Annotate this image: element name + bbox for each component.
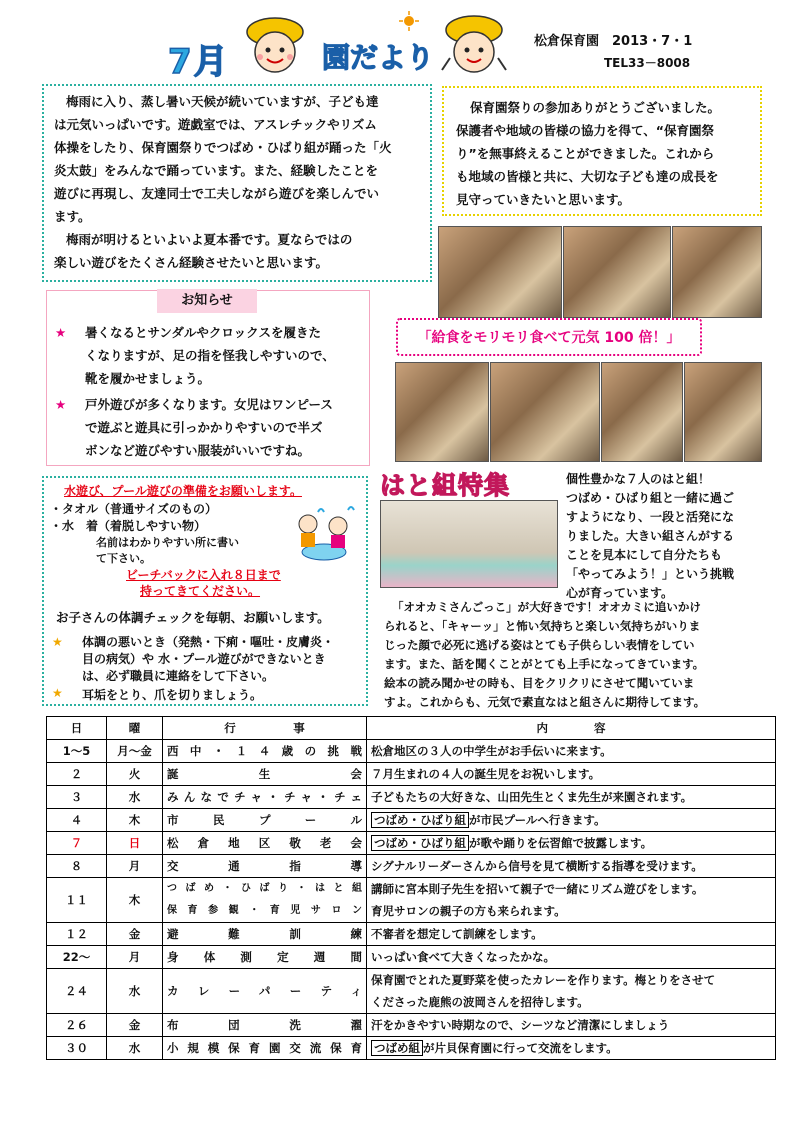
lunch-photo-4 bbox=[395, 362, 489, 462]
pool-heading: 水遊び、プール遊びの準備をお願いします。 bbox=[64, 484, 302, 498]
kids-water-play-icon bbox=[288, 502, 360, 568]
table-row: ２４ 水 カレーパーティ 保育園でとれた夏野菜を使ったカレーを作ります。梅とりをさせて くださった鹿熊の波岡さんを招待します。 bbox=[47, 969, 776, 1014]
table-row: １１ 木 つばめ・ひばり・はと組 保育参観・育児サロン 講師に宮本則子先生を招いて親子で一緒にリズム遊びをします。 育児サロンの親子の方も来られます。 bbox=[47, 878, 776, 923]
table-row: ３０ 水 小規模保育園交流保育 つばめ組 が片貝保育園に行って交流をします。 bbox=[47, 1037, 776, 1060]
schedule-table bbox=[46, 716, 776, 1060]
sun-icon bbox=[398, 10, 420, 36]
lunch-photo-6 bbox=[601, 362, 683, 462]
boy-mascot-icon bbox=[240, 14, 310, 80]
lunch-photo-3 bbox=[672, 226, 762, 318]
pool-red-1: ビーチバックに入れ８日まで bbox=[126, 568, 281, 582]
pool-note-2: て下さい。 bbox=[96, 552, 151, 565]
pool-red-2: 持ってきてください。 bbox=[140, 584, 261, 598]
table-row: ７ 日 松倉地区敬老会 つばめ・ひばり組 が歌や踊りを伝習館で披露します。 bbox=[47, 832, 776, 855]
pool-box bbox=[42, 476, 368, 706]
hato-title: はと組特集 bbox=[380, 471, 511, 500]
pool-note-1: 名前はわかりやすい所に書い bbox=[96, 536, 239, 549]
intro-paragraph-1: 梅雨に入り、蒸し暑い天候が続いていますが、子ども達 は元気いっぱいです。遊戯室では、アスレチックやリズム 体操をしたり、保育園祭りでつばめ・ひばり組が踊った「火 炎太鼓」をみんなで踊っています。また、経験したことを 遊びに再現し、友達同士で工夫しながら遊びを楽しんでい ます。 bbox=[54, 94, 392, 224]
intro-box bbox=[42, 84, 432, 282]
header-desc: 内 容 bbox=[367, 717, 776, 740]
table-row: ８ 月 交通指導 シグナルリーダーさんから信号を見て横断する指導を受けます。 bbox=[47, 855, 776, 878]
newsletter-title: 園だより bbox=[322, 41, 435, 74]
health-item-1: ★ 体調の悪いとき（発熱・下痢・嘔吐・皮膚炎・ 目の病気）や 水・プール遊びができないとき は、必ず職員に連絡をして下さい。 bbox=[52, 635, 335, 683]
hato-side-text: 個性豊かな７人のはと組！ つばめ・ひばり組と一緒に過ご すようになり、一段と活発にな りました。大きい組さんがする ことを見本にして自分たちも 「やってみよう！」という挑戦 心が育っています。 bbox=[566, 472, 735, 600]
table-row: １２ 金 避難訓練 不審者を想定して訓練をします。 bbox=[47, 923, 776, 946]
header bbox=[0, 0, 794, 80]
table-header-row bbox=[47, 717, 776, 740]
hato-group-photo bbox=[380, 500, 558, 588]
health-heading: お子さんの体調チェックを毎朝、お願いします。 bbox=[56, 610, 330, 625]
telephone: TEL33－8008 bbox=[604, 56, 691, 70]
notice-item-2: ★ 戸外遊びが多くなります。女児はワンピース で遊ぶと遊具に引っかかりやすいので半ズ ボンなど遊びやすい服装がいいですね。 bbox=[55, 397, 333, 458]
thanks-box bbox=[442, 86, 762, 216]
hato-body-text: 「オオカミさんごっこ」が大好きです！オオカミに追いかけ られると、「キャーッ」と怖い気持ちと楽しい気持ちがいりま じった顔で必死に逃げる姿はとても子供らしい表情をしてい ます。また、話を聞くことがとても上手になってきています。 絵本の読み聞かせの時も、目をクリクリにさせて聞いていま すよ。これからも、元気で素直なはと組さんに期待してます。 bbox=[384, 600, 706, 709]
lunch-photo-2 bbox=[563, 226, 671, 318]
table-row: ３ 水 みんなでチャ・チャ・チェ 子どもたちの大好きな、山田先生とくま先生が来園されます。 bbox=[47, 786, 776, 809]
pool-item-towel: ・タオル（普通サイズのもの） bbox=[50, 502, 218, 516]
header-event: 行 事 bbox=[163, 717, 367, 740]
table-row: ２ 火 誕生会 ７月生まれの４人の誕生児をお祝いします。 bbox=[47, 763, 776, 786]
health-item-2: ★ 耳垢をとり、爪を切りましょう。 bbox=[52, 686, 263, 702]
month-title: 7月 bbox=[168, 42, 230, 82]
lunch-photo-5 bbox=[490, 362, 600, 462]
table-row: ４ 木 市民プール つばめ・ひばり組 が市民プールへ行きます。 bbox=[47, 809, 776, 832]
notice-item-1: ★ 暑くなるとサンダルやクロックスを履きた くなりますが、足の指を怪我しやすいので、 靴を履かせましょう。 bbox=[55, 325, 335, 386]
school-date: 松倉保育園 2013・7・1 bbox=[534, 34, 693, 49]
lunch-photo-1 bbox=[438, 226, 562, 318]
table-row: ２６ 金 布団洗濯 汗をかきやすい時期なので、シーツなど清潔にしましょう bbox=[47, 1014, 776, 1037]
notice-heading: お知らせ bbox=[157, 289, 257, 313]
notice-box bbox=[46, 290, 370, 466]
header-dow: 曜 bbox=[107, 717, 163, 740]
intro-paragraph-2: 梅雨が明けるといよいよ夏本番です。夏ならではの 楽しい遊びをたくさん経験させたいと思います。 bbox=[54, 232, 353, 270]
pool-item-swimsuit: ・水 着（着脱しやすい物） bbox=[50, 519, 207, 533]
thanks-text: 保育園祭りの参加ありがとうございました。 保護者や地域の皆様の協力を得て、“保育園祭 り”を無事終えることができました。これから も地域の皆様と共に、大切な子ども達の成長を 見守っていきたいと思います。 bbox=[456, 100, 721, 207]
lunch-caption: 「給食をモリモリ食べて元気 100 倍！」 bbox=[396, 318, 702, 356]
header-day: 日 bbox=[47, 717, 107, 740]
table-row: 22～ 月 身体測定週間 いっぱい食べて大きくなったかな。 bbox=[47, 946, 776, 969]
table-row: 1～5 月～金 西中・１４歳の挑戦 松倉地区の３人の中学生がお手伝いに来ます。 bbox=[47, 740, 776, 763]
girl-mascot-icon bbox=[436, 12, 512, 82]
lunch-photo-7 bbox=[684, 362, 762, 462]
